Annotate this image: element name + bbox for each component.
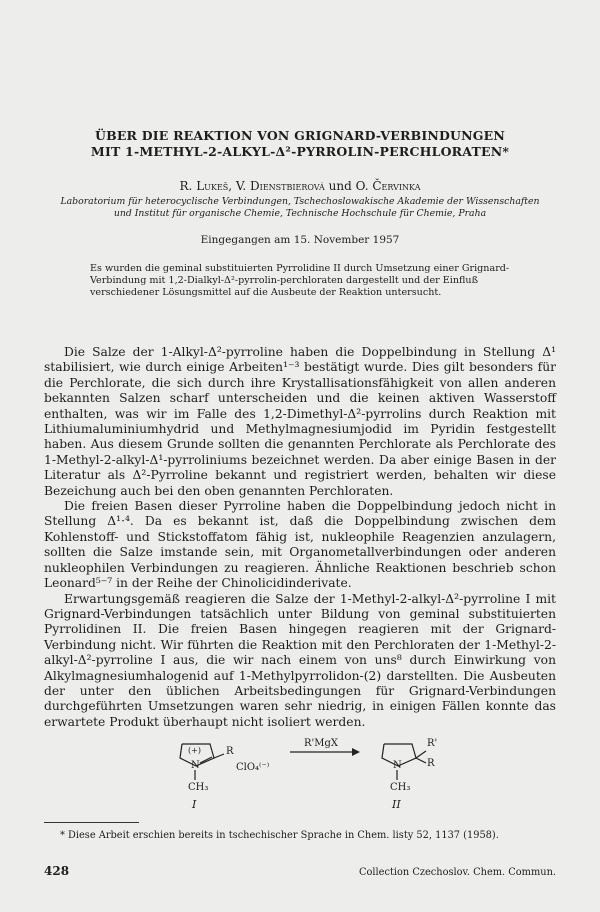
body-paragraph-2: Die freien Basen dieser Pyrroline haben die Doppelbindung jedoch nicht in Stellung Δ¹·⁴. Da es bekannt ist, daß die Doppelbindung zwischen dem Kohlenstoff- und Stickstoffatom fähig ist, nukleophile Reagenzien anzulagern, sollten die Salze imstande sein, mit Organometallverbindungen oder anderen nukleophilen Verbindungen zu reagieren. Ähnliche Reaktionen beschrieb schon Leonard⁵⁻⁷ in der Reihe der Chinolicidinderivate. xyxy=(44,499,556,591)
positive-charge-label: (+) xyxy=(188,746,201,755)
footnote: * Diese Arbeit erschien bereits in tschechischer Sprache in Chem. listy 52, 1137 (1958). xyxy=(60,830,499,841)
title-line-1: ÜBER DIE REAKTION VON GRIGNARD-VERBINDUNGEN xyxy=(94,128,506,143)
nitrogen-label-ii: N xyxy=(393,760,402,771)
title-line-2: MIT 1-METHYL-2-ALKYL-Δ²-PYRROLIN-PERCHLORATEN* xyxy=(90,144,510,159)
affiliation-line-2: und Institut für organische Chemie, Technische Hochschule für Chemie, Praha xyxy=(113,208,487,219)
methyl-label-ii: CH₃ xyxy=(390,782,411,793)
affiliation-line-1: Laboratorium für heterocyclische Verbindungen, Tschechoslowakische Akademie der Wissenschaften xyxy=(60,196,540,207)
perchlorate-counterion: ClO₄⁽⁻⁾ xyxy=(236,762,270,773)
grignard-reagent-label: R'MgX xyxy=(304,738,339,749)
author-1-initial: R. xyxy=(179,179,197,193)
reaction-scheme xyxy=(170,736,530,816)
reaction-arrow-head xyxy=(352,748,360,756)
received-date: Eingegangen am 15. November 1957 xyxy=(200,234,400,246)
article-title xyxy=(60,128,540,160)
ring-ii-r-bond xyxy=(416,758,426,763)
compound-label-ii: II xyxy=(392,798,401,811)
abstract: Es wurden die geminal substituierten Pyrrolidine II durch Umsetzung einer Grignard-Verbindung mit 1,2-Dialkyl-Δ²-pyrrolin-perchloraten dargestellt und der Einfluß verschiedener Lösungsmittel auf die Ausbeute der Reaktion untersucht. xyxy=(90,263,510,299)
footnote-divider xyxy=(44,822,139,823)
r-prime-label-ii: R' xyxy=(427,738,438,749)
reaction-scheme-drawing xyxy=(170,736,530,816)
r-label-i: R xyxy=(226,746,234,757)
article-body xyxy=(44,345,556,730)
journal-name: Collection Czechoslov. Chem. Commun. xyxy=(359,867,556,878)
nitrogen-label-i: N xyxy=(191,760,200,771)
ring-i-r-bond xyxy=(214,754,224,758)
affiliation xyxy=(38,196,562,220)
body-paragraph-1: Die Salze der 1-Alkyl-Δ²-pyrroline haben die Doppelbindung in Stellung Δ¹ stabilisiert, wie durch einige Arbeiten¹⁻³ bestätigt wurde. Dies gilt besonders für die Perchlorate, die sich durch ihre Krystallisationsfähigkeit von allen anderen bekannten Salzen scharf unterscheiden und die keinen aktiven Wasserstoff enthalten, was wir im Falle des 1,2-Dimethyl-Δ²-pyrrolins durch Reaktion mit Lithiumaluminiumhydrid und Methylmagnesiumjodid im Pyridin festgestellt haben. Aus diesem Grunde sollten die genannten Perchlorate als Perchlorate des 1-Methyl-2-alkyl-Δ¹-pyrroliniums bezeichnet werden. Da aber einige Basen in der Literatur als Δ²-Pyrroline bekannt und registriert werden, behalten wir diese Bezeichung auch bei den oben genannten Perchloraten. xyxy=(44,345,556,498)
author-separator-2: und O. xyxy=(324,179,373,193)
body-paragraph-3: Erwartungsgemäß reagieren die Salze der 1-Methyl-2-alkyl-Δ²-pyrroline I mit Grignard-Verbindungen tatsächlich unter Bildung von geminal substituierten Pyrrolidinen II. Die freien Basen hingegen reagieren mit der Grignard-Verbindung nicht. Wir führten die Reaktion mit den Perchloraten der 1-Methyl-2-alkyl-Δ²-pyrroline I aus, die wir nach einem von uns⁸ durch Einwirkung von Alkylmagnesiumhalogenid auf 1-Methylpyrrolidon-(2) darstellten. Die Ausbeuten der unter den üblichen Arbeitsbedingungen für Grignard-Verbindungen durchgeführten Umsetzungen waren sehr niedrig, in einigen Fällen konnte das erwartete Produkt überhaupt nicht isoliert werden. xyxy=(44,591,556,729)
author-1-name: Lukeš xyxy=(196,179,229,193)
author-list xyxy=(60,179,540,193)
author-2-name: Dienstbierová xyxy=(250,179,325,193)
r-label-ii: R xyxy=(427,758,435,769)
author-separator-1: , V. xyxy=(228,179,251,193)
compound-label-i: I xyxy=(192,798,197,811)
methyl-label-i: CH₃ xyxy=(188,782,209,793)
author-3-name: Červinka xyxy=(372,179,421,193)
ring-ii-r-prime-bond xyxy=(416,751,426,758)
page-number: 428 xyxy=(44,864,70,878)
